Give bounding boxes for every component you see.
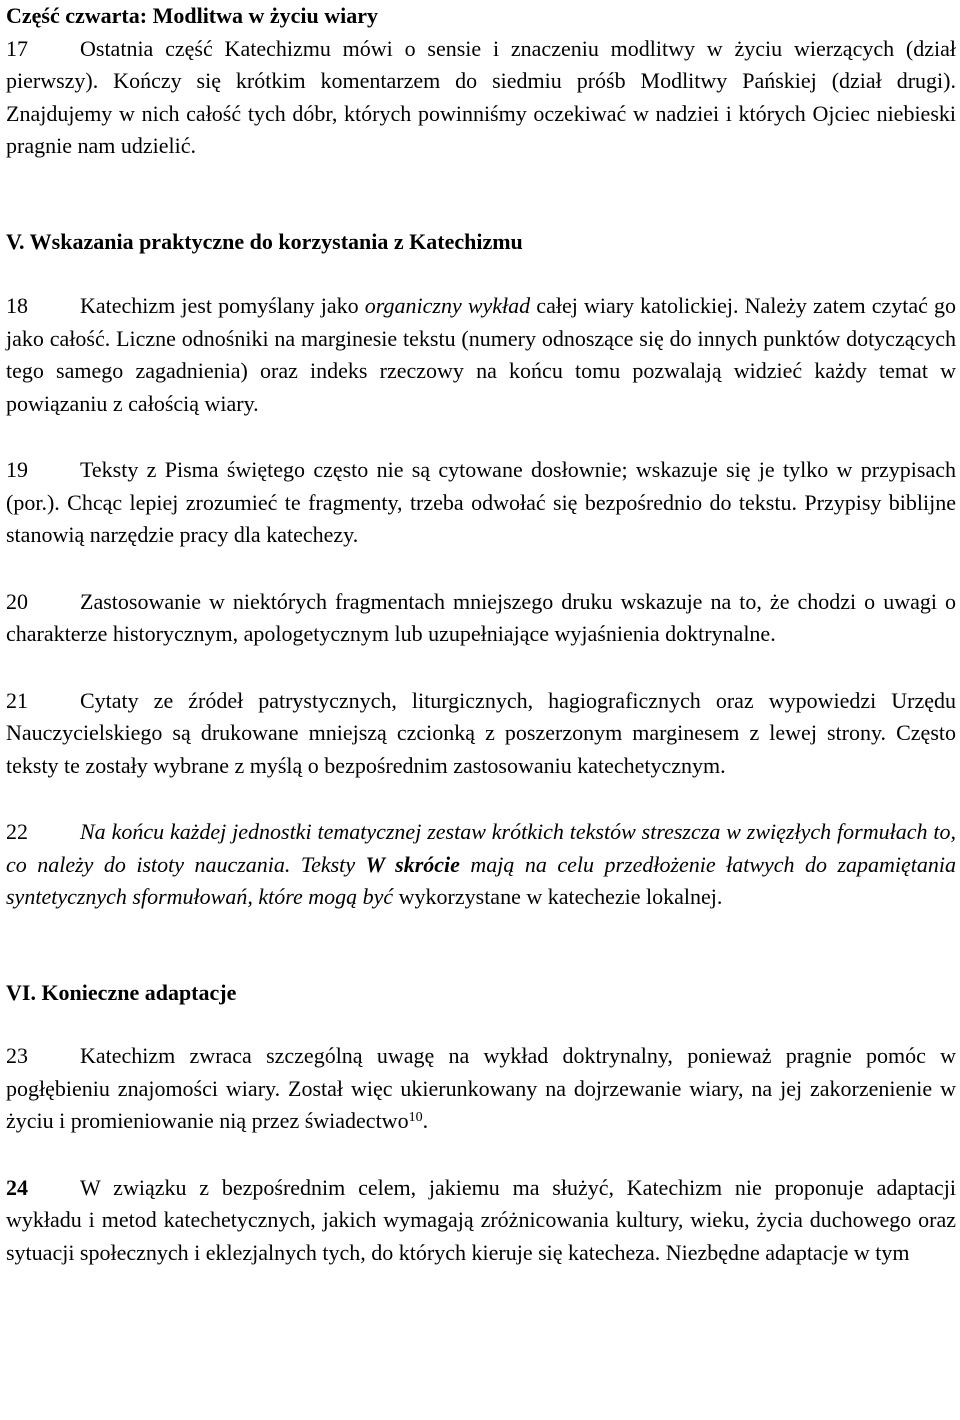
paragraph-text: Cytaty ze źródeł patrystycznych, liturgicznych, hagiograficznych oraz wypowiedzi Urzędu Nauczycielskiego są drukowane mniejszą czcionką z poszerzonym marginesem z lewej strony. Często teksty te zostały wybrane z myślą o bezpośrednim zastosowaniu katechetycznym.: [6, 687, 956, 778]
paragraph-21: [6, 685, 956, 783]
paragraph-italic-text: Na końcu każdej jednostki tematycznej zestaw krótkich tekstów streszcza w zwięzłych formułach to, co należy do istoty nauczania. Tekst: [6, 819, 956, 877]
paragraph-22: [6, 816, 956, 914]
paragraph-number: 17: [6, 35, 28, 61]
part4-heading: Część czwarta: Modlitwa w życiu wiary: [6, 3, 379, 28]
paragraph-18: [6, 290, 956, 420]
spacer: [6, 782, 956, 816]
footnote-marker[interactable]: 10: [408, 1110, 423, 1125]
paragraph-text: .: [422, 1108, 429, 1133]
spacer: [6, 552, 956, 586]
paragraph-italic-text: mają na celu przedłożenie łatwych do zapamiętania syntetycznych sformułowań, które mogą być: [6, 851, 957, 909]
paragraph-number: 24: [6, 1174, 28, 1200]
paragraph-number: 20: [6, 588, 28, 614]
paragraph-text: wykorzystane w katechezie lokalnej.: [393, 884, 723, 909]
spacer: [6, 420, 956, 454]
spacer: [6, 651, 956, 685]
section5-heading: V. Wskazania praktyczne do korzystania z Katechizmu: [6, 228, 523, 254]
spacer: [6, 914, 956, 977]
paragraph-number: 19: [6, 457, 28, 482]
paragraph-text: Katechizm zwraca szczególną uwagę na wykład doktrynalny, ponieważ pragnie pomóc w pogłębieniu znajomości wiary. Został więc ukierunkowany na dojrzewanie wiary, na jej zakorzenienie w życiu i promieniowanie nią przez świadectwo: [6, 1043, 956, 1133]
paragraph-italic-text: y: [345, 851, 366, 877]
paragraph-italic-text: organiczny wykład: [364, 293, 531, 318]
spacer: [6, 1138, 956, 1172]
section6-heading: VI. Konieczne adaptacje: [6, 979, 237, 1005]
paragraph-17: [6, 33, 956, 163]
paragraph-24: [6, 1172, 956, 1270]
paragraph-number: 23: [6, 1043, 28, 1068]
paragraph-bold-italic-text: W skrócie: [365, 851, 460, 877]
paragraph-text: Teksty z Pisma świętego często nie są cytowane dosłownie; wskazuje się je tylko w przypisach (por.). Chcąc lepiej zrozumieć te fragmenty, trzeba odwołać się bezpośrednio do tekstu. Przypisy biblijne stanowią narzędzie pracy dla katechezy.: [6, 457, 956, 547]
paragraph-20: [6, 586, 956, 651]
paragraph-text: Ostatnia część Katechizmu mówi o sensie i znaczeniu modlitwy w życiu wierzących (dział pierwszy). Kończy się krótkim komentarzem do siedmiu próśb Modlitwy Pańskiej (dział drugi). Znajdujemy w nich całość tych dóbr, których powinniśmy oczekiwać w nadziei i których Ojciec niebieski pragnie nam udzielić.: [6, 35, 956, 158]
paragraph-number: 22: [6, 819, 28, 844]
paragraph-number: 21: [6, 687, 28, 713]
paragraph-19: [6, 454, 956, 552]
paragraph-text: Katechizm jest pomyślany jako: [80, 293, 365, 318]
paragraph-text: W związku z bezpośrednim celem, jakiemu ma służyć, Katechizm nie proponuje adaptacji wykładu i metod katechetycznych, jakich wymagają zróżnicowania kultury, wieku, życia duchowego oraz sytuacji społecznych i eklezjalnych tych, do których kieruje się katecheza. Niezbędne adaptacje w tym: [6, 1174, 956, 1265]
spacer: [6, 258, 956, 290]
paragraph-number: 18: [6, 293, 28, 318]
paragraph-text: całej wiary katolickiej. Należy zatem czytać go jako całość. Liczne odnośniki na marginesie tekstu (numery odnoszące się do innych punktów dotyczących tego samego zagadnienia) oraz indeks rzeczowy na końcu tomu pozwalają widzieć każdy temat w powiązaniu z całością wiary.: [6, 293, 957, 416]
paragraph-23: [6, 1040, 956, 1138]
paragraph-text: Zastosowanie w niektórych fragmentach mniejszego druku wskazuje na to, że chodzi o uwagi o charakterze historycznym, apologetycznym lub uzupełniające wyjaśnienia doktrynalne.: [6, 588, 956, 646]
spacer: [6, 1009, 956, 1040]
spacer: [6, 163, 956, 226]
